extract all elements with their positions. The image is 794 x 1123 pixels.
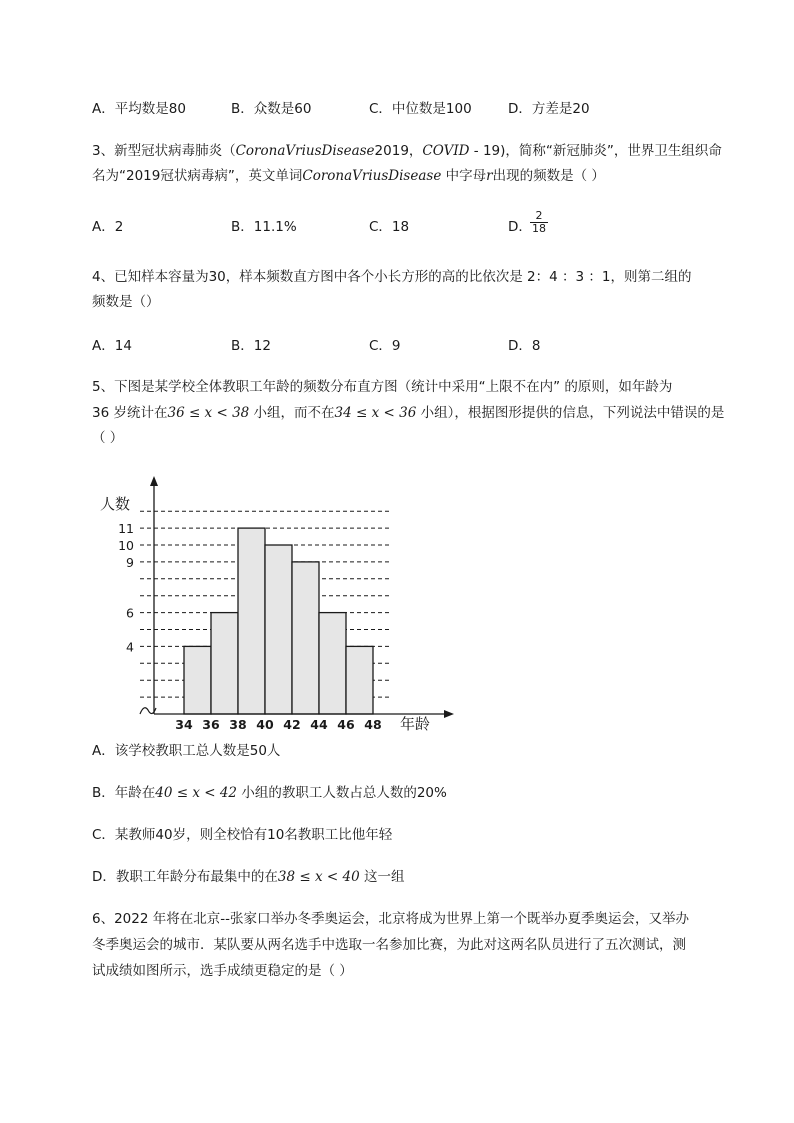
- histogram-bars: [184, 528, 373, 714]
- q5-option-c: C．某教师40岁，则全校恰有10名教职工比他年轻: [92, 827, 393, 843]
- q2-option-d: D．方差是20: [508, 101, 590, 117]
- q5-line-1: 5、下图是某学校全体教职工年龄的频数分布直方图（统计中采用“上限不在内” 的原则，如年龄为: [92, 379, 673, 395]
- y-axis-label: 人数: [100, 495, 131, 513]
- x-tick-label: 48: [364, 717, 382, 732]
- fraction-denominator: 18: [532, 222, 546, 235]
- q6-line-3: 试成绩如图所示，选手成绩更稳定的是（ ）: [92, 963, 353, 979]
- y-tick-label: 11: [118, 521, 134, 537]
- q2-option-a: A．平均数是80: [92, 101, 186, 117]
- q4-option-b: B．12: [231, 338, 271, 354]
- q3-text: 名为“2019冠状病毒病”，英文单词: [92, 168, 303, 184]
- q3-text: 3、新型冠状病毒肺炎（: [92, 143, 236, 159]
- q5-text: D．教职工年龄分布最集中的在: [92, 869, 278, 885]
- q4-option-a: A．14: [92, 338, 132, 354]
- q3-option-b: B．11.1%: [231, 219, 297, 235]
- x-tick-label: 36: [202, 717, 220, 732]
- x-axis-label: 年龄: [400, 715, 431, 733]
- q5-text: 小组，而不在: [249, 405, 335, 421]
- q6-line-1: 6、2022 年将在北京--张家口举办冬季奥运会，北京将成为世界上第一个既举办夏季奥运会，又举办: [92, 911, 689, 927]
- q2-option-c: C．中位数是100: [369, 101, 472, 117]
- histogram-bar: [319, 613, 346, 714]
- q5-math: 36 ≤ x < 38: [167, 405, 250, 421]
- q6-line-2: 冬季奥运会的城市．某队要从两名选手中选取一名参加比赛，为此对这两名队员进行了五次测试，测: [92, 937, 686, 953]
- x-tick-label: 38: [229, 717, 247, 732]
- q5-text: 36 岁统计在: [92, 405, 168, 421]
- y-tick-label: 9: [126, 554, 134, 570]
- q3-option-a: A．2: [92, 219, 124, 235]
- q4-option-d: D．8: [508, 338, 541, 354]
- q3-math: CoronaVriusDisease: [302, 168, 442, 184]
- q3-line-1: [92, 141, 722, 161]
- q5-text: 小组的教职工人数占总人数的20%: [237, 785, 447, 801]
- q2-option-b: B．众数是60: [231, 101, 312, 117]
- histogram-bar: [265, 545, 292, 714]
- x-tick-label: 46: [337, 717, 355, 732]
- q3-text: - 19)，简称“新冠肺炎”，世界卫生组织命: [469, 143, 722, 159]
- q3-math: r: [486, 168, 493, 184]
- q3-option-d: D．: [508, 219, 532, 235]
- q5-math: 40 ≤ x < 42: [155, 785, 238, 801]
- x-tick-label: 34: [175, 717, 193, 732]
- histogram-bar: [292, 562, 319, 714]
- histogram-bar: [184, 646, 211, 714]
- q5-option-d: [92, 867, 404, 887]
- q5-text: 小组），根据图形提供的信息，下列说法中错误的是: [416, 405, 725, 421]
- x-axis-arrow: [444, 710, 454, 718]
- q5-line-3: （ ）: [92, 430, 124, 446]
- q3-option-c: C．18: [369, 219, 410, 235]
- x-tick-label: 44: [310, 717, 328, 732]
- y-tick-label: 4: [126, 639, 134, 655]
- q5-math: 34 ≤ x < 36: [334, 405, 417, 421]
- age-histogram: [0, 470, 794, 750]
- histogram-bar: [238, 528, 265, 714]
- histogram-x-ticks: [175, 717, 381, 732]
- q5-text: B．年龄在: [92, 785, 156, 801]
- fraction-numerator: 2: [535, 209, 543, 222]
- q4-line-1: 4、已知样本容量为30，样本频数直方图中各个小长方形的高的比依次是 2：4 ：3 ：1，则第二组的: [92, 269, 692, 285]
- x-tick-label: 42: [283, 717, 301, 732]
- q4-line-2: 频数是（）: [92, 294, 160, 310]
- q3-text: 出现的频数是（ ）: [492, 168, 605, 184]
- q3-math: COVID: [422, 143, 470, 159]
- q3-math: CoronaVriusDisease: [235, 143, 375, 159]
- y-tick-label: 10: [118, 538, 134, 553]
- q5-text: 这一组: [359, 869, 405, 885]
- y-axis-arrow: [150, 476, 158, 486]
- q5-option-a: A．该学校教职工总人数是50人: [92, 743, 281, 759]
- q3-line-2: [92, 166, 605, 186]
- q3-text: 2019，: [374, 143, 423, 159]
- q5-option-b: [92, 783, 447, 803]
- histogram-bar: [211, 613, 238, 714]
- q5-line-2: [92, 403, 724, 423]
- q4-option-c: C．9: [369, 338, 401, 354]
- x-tick-label: 40: [256, 717, 274, 732]
- histogram-y-ticks: [118, 521, 134, 654]
- y-tick-label: 6: [126, 605, 134, 621]
- histogram-bar: [346, 646, 373, 714]
- q3-option-d-fraction: [530, 210, 548, 235]
- q5-math: 38 ≤ x < 40: [277, 869, 360, 885]
- q3-text: 中字母: [441, 168, 487, 184]
